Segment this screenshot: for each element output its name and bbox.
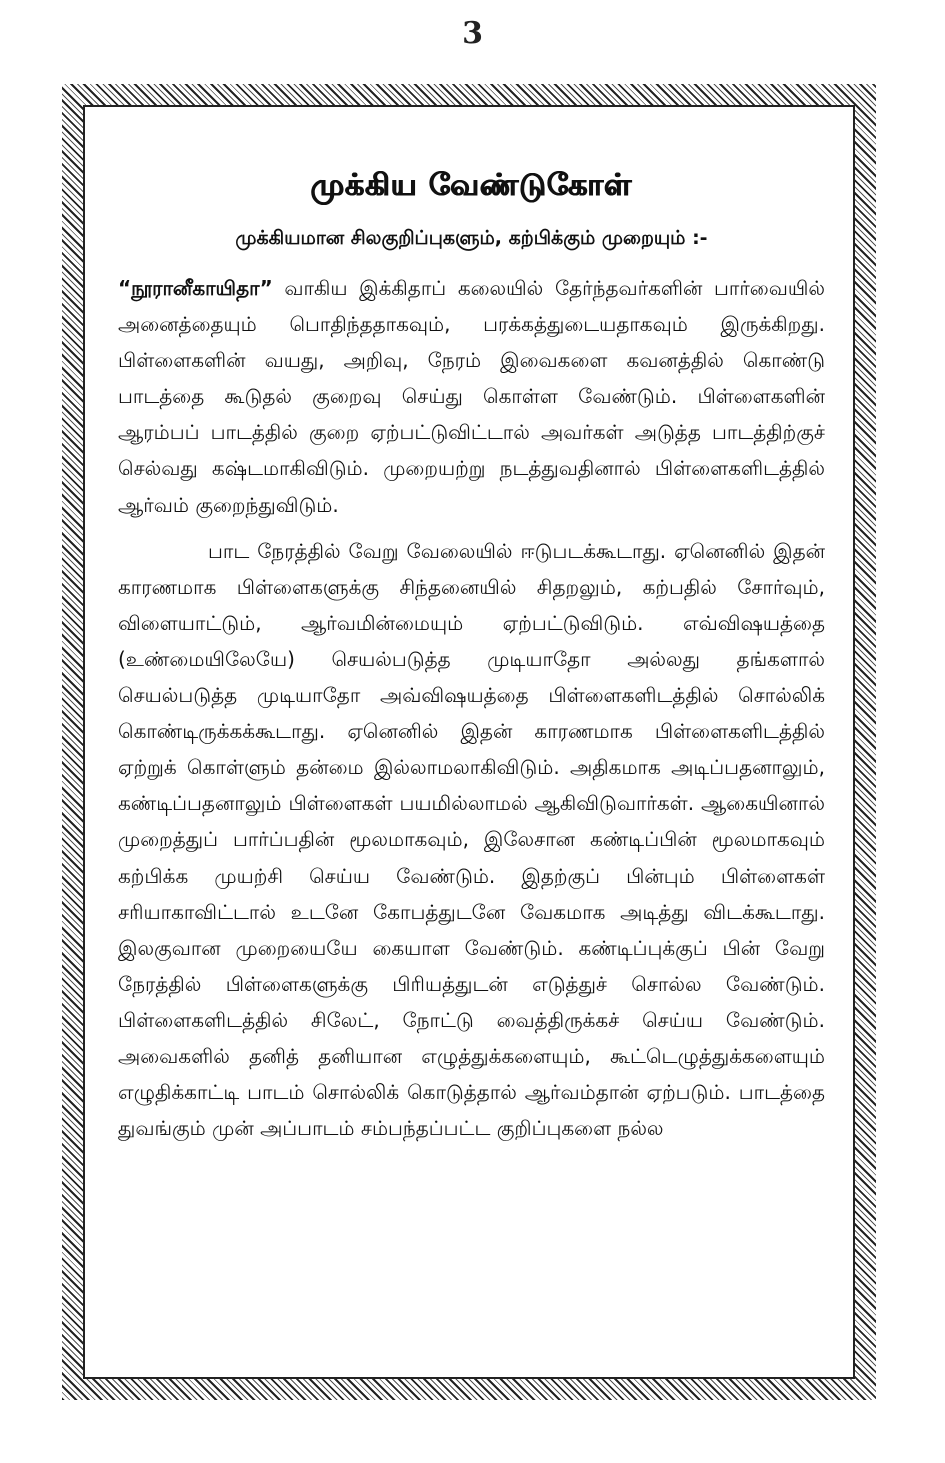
- paragraph-1-text: வாகிய இக்கிதாப் கலையில் தேர்ந்தவர்களின் பார்வையில் அனைத்தையும் பொதிந்ததாகவும், பரக்கத்துடையதாகவும் இருக்கிறது. பிள்ளைகளின் வயது, அறிவு, நேரம் இவைகளை கவனத்தில் கொண்டு பாடத்தை கூடுதல் குறைவு செய்து கொள்ள வேண்டும். பிள்ளைகளின் ஆரம்பப் பாடத்தில் குறை ஏற்பட்டுவிட்டால் அவர்கள் அடுத்த பாடத்திற்குச் செல்வது கஷ்டமாகிவிடும். முறையற்று நடத்துவதினால் பிள்ளைகளிடத்தில் ஆர்வம் குறைந்துவிடும்.: [118, 276, 825, 517]
- paragraph-1: [118, 270, 825, 523]
- page-title: முக்கிய வேண்டுகோள்: [310, 168, 633, 203]
- page-content: [118, 168, 825, 1156]
- paragraph-2: பாட நேரத்தில் வேறு வேலையில் ஈடுபடக்கூடாது. ஏனெனில் இதன் காரணமாக பிள்ளைகளுக்கு சிந்தனையில் சிதறலும், கற்பதில் சோர்வும், விளையாட்டும், ஆர்வமின்மையும் ஏற்பட்டுவிடும். எவ்விஷயத்தை (உண்மையிலேயே) செயல்படுத்த முடியாதோ அல்லது தங்களால் செயல்படுத்த முடியாதோ அவ்விஷயத்தை பிள்ளைகளிடத்தில் சொல்லிக் கொண்டிருக்கக்கூடாது. ஏனெனில் இதன் காரணமாக பிள்ளைகளிடத்தில் ஏற்றுக் கொள்ளும் தன்மை இல்லாமலாகிவிடும். அதிகமாக அடிப்பதனாலும், கண்டிப்பதனாலும் பிள்ளைகள் பயமில்லாமல் ஆகிவிடுவார்கள். ஆகையினால் முறைத்துப் பார்ப்பதின் மூலமாகவும், இலேசான கண்டிப்பின் மூலமாகவும் கற்பிக்க முயற்சி செய்ய வேண்டும். இதற்குப் பின்பும் பிள்ளைகள் சரியாகாவிட்டால் உடனே கோபத்துடனே வேகமாக அடித்து விடக்கூடாது. இலகுவான முறையையே கையாள வேண்டும். கண்டிப்புக்குப் பின் வேறு நேரத்தில் பிள்ளைகளுக்கு பிரியத்துடன் எடுத்துச் சொல்ல வேண்டும். பிள்ளைகளிடத்தில் சிலேட், நோட்டு வைத்திருக்கச் செய்ய வேண்டும். அவைகளில் தனித் தனியான எழுத்துக்களையும், கூட்டெழுத்துக்களையும் எழுதிக்காட்டி பாடம் சொல்லிக் கொடுத்தால் ஆர்வம்தான் ஏற்படும். பாடத்தை துவங்கும் முன் அப்பாடம் சம்பந்தப்பட்ட குறிப்புகளை நல்ல: [118, 538, 825, 1141]
- page-subtitle: முக்கியமான சிலகுறிப்புகளும், கற்பிக்கும் முறையும் :-: [235, 227, 708, 249]
- page-number: 3: [462, 16, 483, 51]
- book-name-quote: “நூரானீகாயிதா”: [118, 276, 273, 300]
